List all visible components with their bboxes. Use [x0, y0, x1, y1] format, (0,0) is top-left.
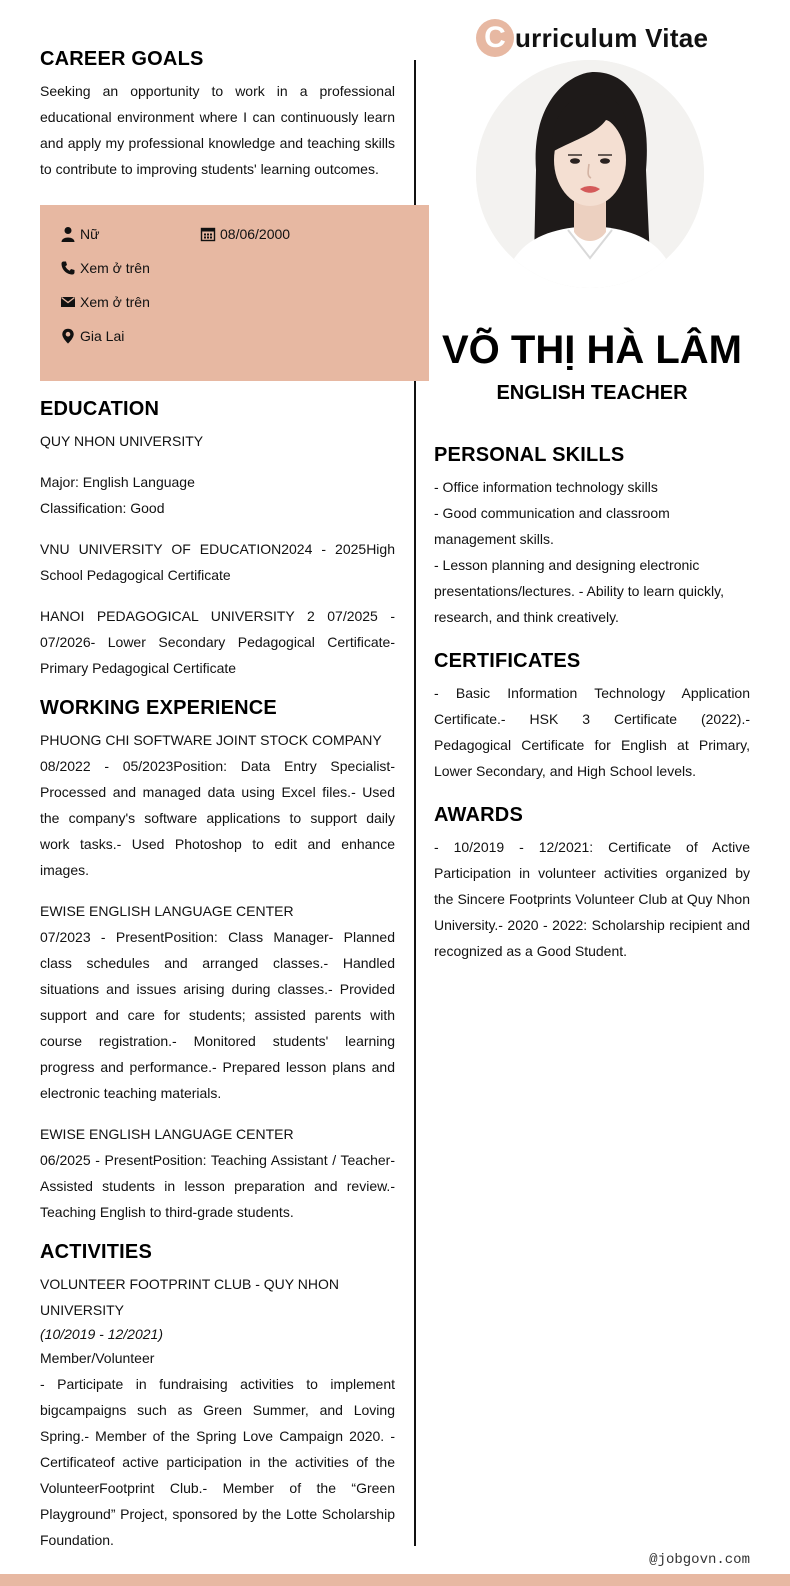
logo-text: urriculum Vitae: [515, 22, 709, 53]
education-heading: EDUCATION: [40, 398, 160, 420]
profile-photo-illustration: [476, 60, 704, 288]
certificates-section: [434, 648, 750, 784]
education-item-3: HANOI PEDAGOGICAL UNIVERSITY 2 07/2025 - 07/2026- Lower Secondary Pedagogical Certificate- Primary Pedagogical Certificate: [40, 608, 395, 676]
activities-section: [40, 1239, 395, 1553]
footer-bar: [0, 1574, 790, 1586]
activity-entry: [40, 1271, 395, 1553]
awards-section: [434, 802, 750, 964]
skills-section: [434, 442, 750, 630]
person-icon: [60, 226, 76, 242]
certificates-text: - Basic Information Technology Application Certificate.- HSK 3 Certificate (2022).- Pedagogical Certificate for English at Primary, Lower Secondary, and High School levels.: [434, 685, 750, 779]
education-entry: [40, 536, 395, 588]
education-entry: [40, 428, 395, 454]
career-goals-heading: CAREER GOALS: [40, 48, 204, 70]
experience-details: 06/2025 - PresentPosition: Teaching Assistant / Teacher- Assisted students in lesson preparation and review.- Teaching English to third-grade students.: [40, 1152, 395, 1220]
birthdate-item: [200, 226, 290, 242]
activity-org: VOLUNTEER FOOTPRINT CLUB - QUY NHON UNIVERSITY: [40, 1276, 339, 1318]
experience-org: PHUONG CHI SOFTWARE JOINT STOCK COMPANY: [40, 732, 382, 748]
activities-heading: ACTIVITIES: [40, 1241, 153, 1263]
job-title: ENGLISH TEACHER: [496, 382, 688, 404]
email-item: [60, 294, 150, 310]
experience-details: 07/2023 - PresentPosition: Class Manager- Planned class schedules and arranged classes.- Handled situations and issues arising during classes.- Provided support and care for students; assisted parents with course registration.- Monitored students' learning progress and performance.- Prepared lesson plans and electronic teaching materials.: [40, 929, 395, 1101]
birthdate-value: 08/06/2000: [220, 226, 291, 242]
profile-photo: [476, 60, 704, 288]
location-item: [60, 328, 124, 344]
phone-item: [60, 260, 150, 276]
activity-role: Member/Volunteer: [40, 1350, 155, 1366]
experience-org: EWISE ENGLISH LANGUAGE CENTER: [40, 903, 294, 919]
logo-letter: C: [476, 19, 514, 57]
gender-value: Nữ: [80, 226, 100, 242]
skills-heading: PERSONAL SKILLS: [434, 444, 625, 466]
education-item-0: QUY NHON UNIVERSITY: [40, 433, 204, 449]
skills-text: - Office information technology skills - Good communication and classroom management skills. - Lesson planning and designing electronic presentations/lectures. - Ability to learn quickly, research, and think creatively.: [434, 479, 724, 625]
activity-dates: (10/2019 - 12/2021): [40, 1326, 163, 1342]
experience-heading: WORKING EXPERIENCE: [40, 697, 277, 719]
location-pin-icon: [60, 328, 76, 344]
career-goals-text: Seeking an opportunity to work in a professional educational environment where I can continuously learn and apply my professional knowledge and teaching skills to contribute to improving students' learning outcomes.: [40, 83, 395, 177]
phone-value: Xem ở trên: [80, 260, 150, 276]
experience-section: [40, 695, 395, 1225]
experience-entry: [40, 727, 395, 883]
experience-details: 08/2022 - 05/2023Position: Data Entry Specialist- Processed and managed data using Excel files.- Used the company's software applications to support daily work tasks.- Used Photoshop to edit and enhance images.: [40, 758, 395, 878]
education-section: [40, 396, 395, 681]
phone-icon: [60, 260, 76, 276]
location-value: Gia Lai: [80, 328, 125, 344]
certificates-heading: CERTIFICATES: [434, 650, 581, 672]
activity-details: - Participate in fundraising activities to implement bigcampaigns such as Green Summer, and Loving Spring.- Member of the Spring Love Campaign 2020. - Certificateof active participation in the activities of the VolunteerFootprint Club.- Member of the “Green Playground” Project, sponsored by the Lotte Scholarship Foundation.: [40, 1376, 395, 1548]
person-name: VÕ THỊ HÀ LÂM: [442, 328, 742, 372]
career-goals-section: [40, 46, 395, 182]
education-entry: [40, 603, 395, 681]
gender-item: [60, 226, 99, 242]
envelope-icon: [60, 294, 76, 310]
education-item-2: VNU UNIVERSITY OF EDUCATION2024 - 2025High School Pedagogical Certificate: [40, 541, 395, 583]
awards-heading: AWARDS: [434, 804, 523, 826]
contact-info-box: [40, 205, 429, 381]
calendar-icon: [200, 226, 216, 242]
footer-brand: @jobgovn.com: [649, 1552, 750, 1568]
education-item-1: Major: English Language Classification: Good: [40, 474, 195, 516]
education-entry: [40, 469, 395, 521]
experience-entry: [40, 1121, 395, 1225]
experience-entry: [40, 898, 395, 1106]
email-value: Xem ở trên: [80, 294, 150, 310]
awards-text: - 10/2019 - 12/2021: Certificate of Active Participation in volunteer activities organized by the Sincere Footprints Volunteer Club at Quy Nhon University.- 2020 - 2022: Scholarship recipient and recognized as a Good Student.: [434, 839, 750, 959]
cv-logo: [476, 18, 708, 58]
experience-org: EWISE ENGLISH LANGUAGE CENTER: [40, 1126, 294, 1142]
left-column: [40, 396, 395, 1568]
